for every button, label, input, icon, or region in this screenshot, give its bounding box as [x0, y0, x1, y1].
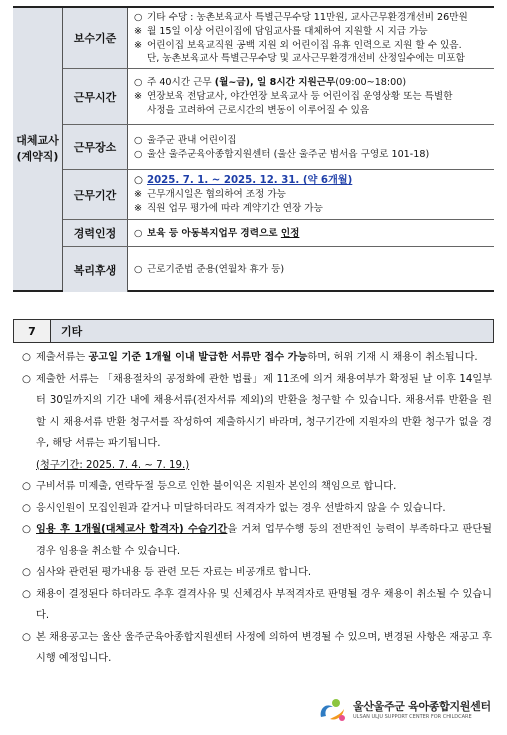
bullet-mark: ○ — [134, 77, 143, 88]
bullet-mark: ○ — [134, 227, 143, 239]
bullet-mark: ○ — [22, 352, 31, 363]
bullet-mark: ○ — [22, 588, 31, 600]
bullet-mark: ○ — [134, 264, 143, 275]
notes-list — [22, 347, 492, 670]
text-run: 을 거쳐 업무수행 등의 전반적인 능력이 부족하다고 판단될 경우 임용을 취소할 수 있습니다. — [36, 524, 492, 557]
text-run: 단, 농촌보육교사 특별근무수당 및 교사근무환경개선비 산정일수에는 미포함 — [147, 53, 465, 65]
list-item — [22, 498, 492, 520]
row-line-text — [147, 25, 490, 39]
row-line-text — [147, 263, 490, 277]
text-run: 응시인원이 모집인원과 같거나 미달하더라도 적격자가 없는 경우 선발하지 않을 수 있습니다. — [36, 502, 446, 514]
text-run: 심사와 관련된 평가내용 등 관련 모든 자료는 비공개로 합니다. — [36, 567, 312, 578]
text-run: 제출서류는 — [36, 352, 89, 363]
center-name-korean: 울산울주군 육아종합지원센터 — [353, 699, 491, 713]
list-item — [22, 455, 492, 477]
text-run: 직원 업무 평가에 따라 계약기간 연장 가능 — [147, 203, 323, 214]
row-line — [134, 25, 490, 39]
text-run: 연장보육 전담교사, 야간연장 보육교사 등 어린이집 운영상황 또는 특별한 — [147, 91, 453, 102]
list-item — [22, 562, 492, 584]
row-label: 보수기준 — [63, 8, 128, 68]
bullet-mark: ○ — [134, 12, 143, 23]
text-run: 하며, 허위 기재 시 채용이 취소됩니다. — [307, 352, 478, 363]
row-welfare — [63, 247, 494, 292]
text-run: 울산 울주군육아종합지원센터 (울산 울주군 범서읍 구영로 101-18) — [147, 148, 430, 160]
section-title: 기타 — [51, 319, 494, 343]
bullet-mark: ○ — [22, 567, 31, 578]
row-content — [128, 69, 494, 124]
text-run: 2025. 7. 1. ~ 2025. 12. 31. (약 6개월) — [147, 175, 353, 186]
list-item-text — [36, 498, 492, 520]
row-line-text — [147, 174, 490, 188]
row-line-text — [147, 202, 490, 216]
section-header — [13, 319, 494, 343]
row-line-text — [147, 148, 490, 162]
row-line-text — [147, 104, 490, 118]
row-line-text — [147, 11, 490, 25]
row-label: 근무장소 — [63, 125, 128, 169]
category-label: 대체교사 — [16, 134, 59, 148]
row-line — [134, 227, 490, 241]
row-label: 경력인정 — [63, 220, 128, 246]
text-run: 근무개시일은 협의하여 조정 가능 — [147, 189, 286, 200]
list-item-text — [36, 519, 492, 562]
row-line — [134, 148, 490, 162]
text-run: 울주군 관내 어린이집 — [147, 134, 237, 146]
note-mark: ※ — [134, 203, 143, 214]
text-run: 어린이집 보육교직원 공백 지원 외 어린이집 유휴 인력으로 지원 할 수 있음. — [147, 39, 462, 51]
text-run: (월~금), 일 8시간 지원근무 — [214, 77, 336, 88]
row-line — [134, 134, 490, 148]
row-label: 복리후생 — [63, 247, 128, 292]
row-line-text — [147, 76, 490, 90]
row-line — [134, 11, 490, 25]
text-run: 보육 등 아동복지업무 경력으로 — [147, 227, 281, 239]
text-run: 임용 후 1개월(대체교사 합격자) 수습기간 — [36, 524, 228, 535]
note-mark: ※ — [134, 25, 143, 37]
row-work-period — [63, 170, 494, 220]
text-run: (09:00~18:00) — [335, 77, 407, 88]
row-work-location — [63, 125, 494, 170]
list-item — [22, 347, 492, 369]
row-line — [134, 188, 490, 202]
text-run: 인정 — [280, 227, 300, 239]
row-line-text — [147, 52, 490, 66]
row-line — [134, 104, 490, 118]
row-line — [134, 174, 490, 188]
row-content — [128, 247, 494, 292]
list-item-text — [36, 347, 492, 369]
row-content — [128, 125, 494, 169]
row-working-hours — [63, 69, 494, 125]
text-run: 본 채용공고는 울산 울주군육아종합지원센터 사정에 의하여 변경될 수 있으며, 변경된 사항은 재공고 후 시행 예정입니다. — [36, 631, 492, 664]
bullet-mark: ○ — [22, 631, 31, 643]
bullet-mark: ○ — [134, 175, 143, 186]
row-line-text — [147, 134, 490, 148]
row-line — [134, 263, 490, 277]
note-mark: ※ — [134, 91, 143, 102]
row-label: 근무기간 — [63, 170, 128, 219]
note-mark: ※ — [134, 39, 143, 51]
bullet-mark: ○ — [22, 502, 31, 514]
bullet-mark: ○ — [22, 524, 31, 535]
recruitment-table — [13, 6, 494, 292]
row-label: 근무시간 — [63, 69, 128, 124]
list-item-text — [36, 627, 492, 670]
row-content — [128, 8, 494, 68]
indent — [134, 104, 147, 118]
text-run: 기타 수당 : 농촌보육교사 특별근무수당 11만원, 교사근무환경개선비 26만원 — [147, 12, 468, 23]
indent — [22, 455, 36, 477]
bullet-mark: ○ — [22, 481, 31, 492]
list-item-text — [36, 476, 492, 498]
category-sublabel: (계약직) — [16, 150, 59, 163]
bullet-mark: ○ — [134, 148, 143, 160]
row-salary — [63, 8, 494, 69]
text-run: 주 40시간 근무 — [147, 77, 215, 88]
row-line — [134, 202, 490, 216]
list-item — [22, 369, 492, 455]
row-line-text — [147, 227, 490, 241]
text-run: 근로기준법 준용(연월차 휴가 등) — [147, 264, 285, 275]
text-run: 제출한 서류는 「채용절차의 공정화에 관한 법률」제 11조에 의거 채용여부가 확정된 날 이후 14일부터 30일까지의 기간 내에 채용서류(전자서류 제외)의 반환을 청구할 수 있습니다. 채용서류 반환을 원할 시 채용서류 반환 청구서를 작성하여 제출하시기 바라며, 청구기간에 지원자의 반환 청구가 없을 경우, 해당 서류는 파기됩니다. — [36, 373, 492, 449]
center-name-english: ULSAN ULJU SUPPORT CENTER FOR CHILDCARE — [353, 713, 472, 720]
center-logo-mark-icon — [318, 697, 348, 723]
row-line — [134, 76, 490, 90]
row-line — [134, 39, 490, 53]
row-content — [128, 170, 494, 219]
row-line — [134, 90, 490, 104]
list-item — [22, 519, 492, 562]
row-line-text — [147, 90, 490, 104]
indent — [134, 52, 147, 66]
list-item — [22, 584, 492, 627]
list-item-text — [36, 562, 492, 584]
section-number: 7 — [13, 319, 51, 343]
text-run: (청구기간: 2025. 7. 4. ~ 7. 19.) — [36, 459, 190, 471]
row-line-text — [147, 39, 490, 53]
bullet-mark: ○ — [22, 373, 31, 385]
text-run: 채용이 결정된다 하더라도 추후 결격사유 및 신체검사 부적격자로 판명될 경우 채용이 취소될 수 있습니다. — [36, 588, 492, 621]
list-item — [22, 627, 492, 670]
row-content — [128, 220, 494, 246]
note-mark: ※ — [134, 189, 143, 200]
category-cell — [13, 8, 63, 290]
row-career-recognition — [63, 220, 494, 247]
list-item-text — [36, 369, 492, 455]
list-item — [22, 476, 492, 498]
row-line — [134, 52, 490, 66]
list-item-text — [36, 455, 492, 477]
text-run: 공고일 기준 1개월 이내 발급한 서류만 접수 가능 — [88, 352, 308, 363]
row-line-text — [147, 188, 490, 202]
text-run: 사정을 고려하여 근로시간의 변동이 이루어질 수 있음 — [147, 105, 370, 116]
text-run: 구비서류 미제출, 연락두절 등으로 인한 불이익은 지원자 본인의 책임으로 합니다. — [36, 481, 397, 492]
bullet-mark: ○ — [134, 134, 143, 146]
list-item-text — [36, 584, 492, 627]
center-logo — [318, 696, 496, 724]
text-run: 월 15일 이상 어린이집에 담임교사를 대체하여 지원할 시 지급 가능 — [147, 25, 428, 37]
